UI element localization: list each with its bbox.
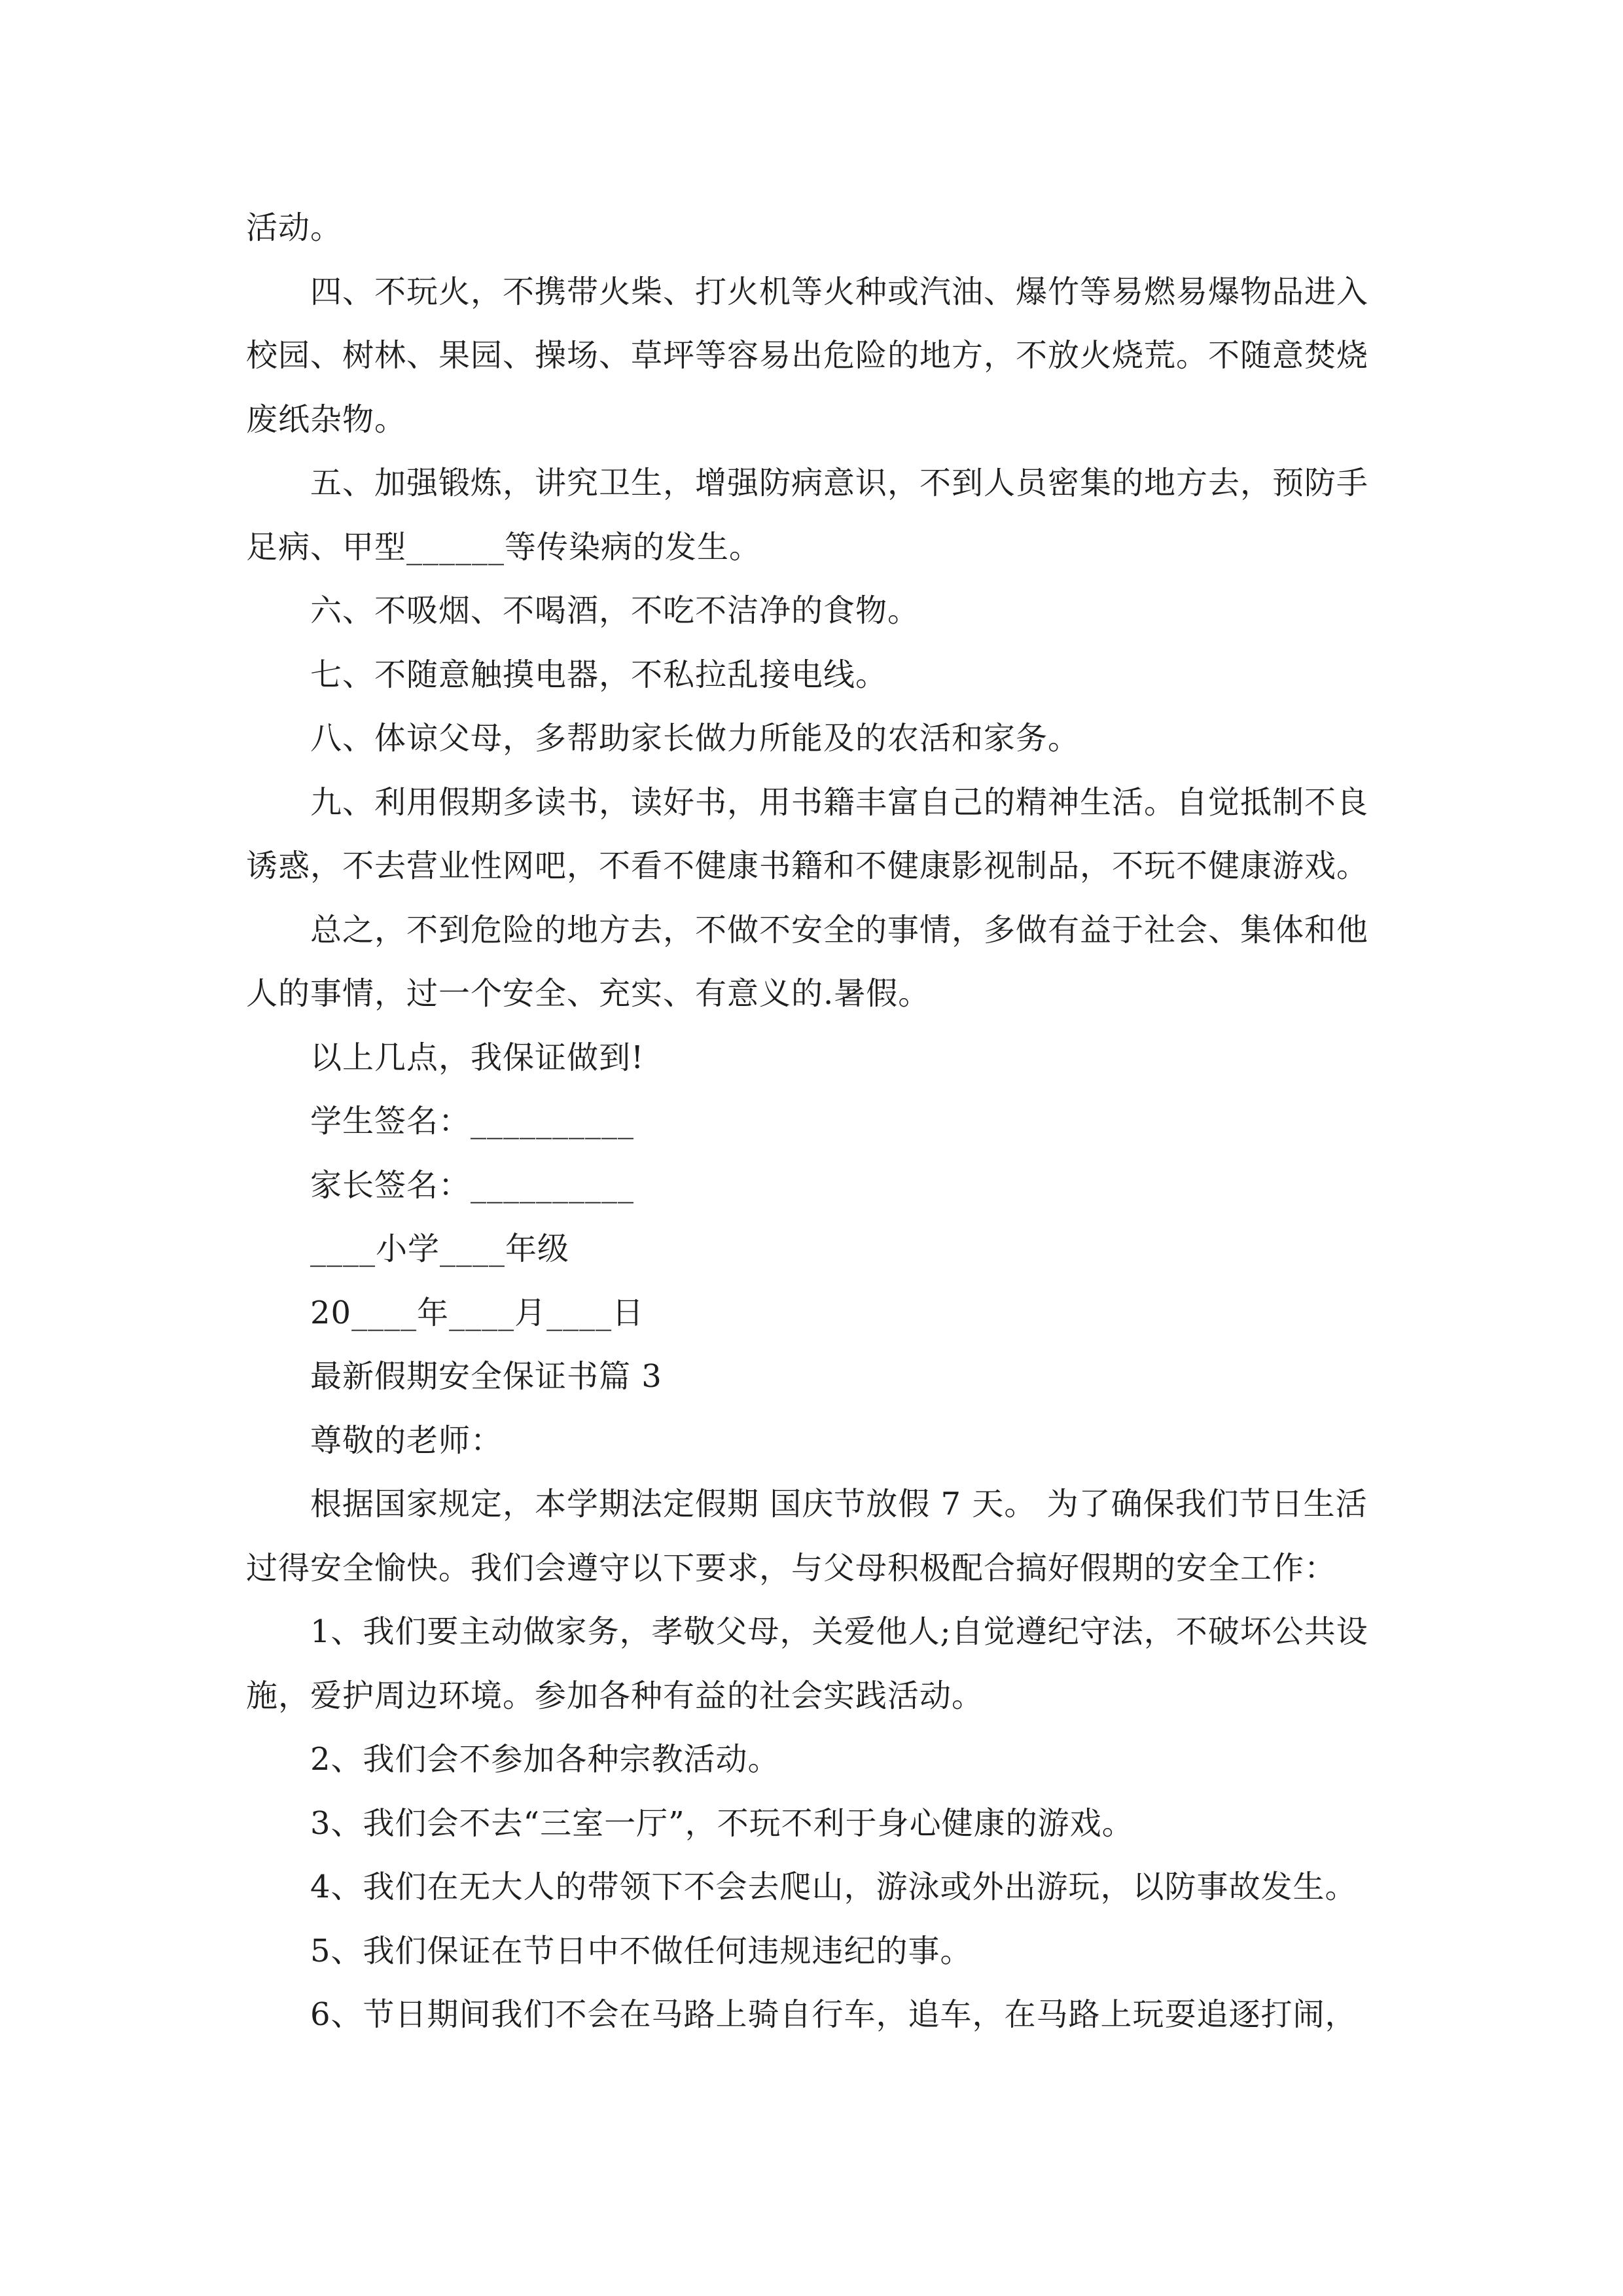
- text-line: 根据国家规定，本学期法定假期 国庆节放假 7 天。 为了确保我们节日生活: [310, 1486, 1368, 1522]
- text-line: 五、加强锻炼，讲究卫生，增强防病意识，不到人员密集的地方去，预防手: [310, 465, 1369, 501]
- text-line: 5、我们保证在节日中不做任何违规违纪的事。: [310, 1932, 972, 1969]
- text-line: 六、不吸烟、不喝酒，不吃不洁净的食物。: [310, 592, 920, 629]
- text-line: 诱惑，不去营业性网吧，不看不健康书籍和不健康影视制品，不玩不健康游戏。: [246, 848, 1369, 884]
- text-line: 2、我们会不参加各种宗教活动。: [310, 1741, 780, 1778]
- student-signature-line: 学生签名：__________: [310, 1103, 635, 1139]
- text-line: 足病、甲型______等传染病的发生。: [246, 528, 762, 565]
- text-line: 6、节日期间我们不会在马路上骑自行车，追车，在马路上玩耍追逐打闹，: [310, 1996, 1357, 2033]
- text-line: 七、不随意触摸电器，不私拉乱接电线。: [310, 656, 888, 693]
- text-line: 四、不玩火，不携带火柴、打火机等火种或汽油、爆竹等易燃易爆物品进入: [310, 273, 1369, 310]
- text-line: 4、我们在无大人的带领下不会去爬山，游泳或外出游玩，以防事故发生。: [310, 1869, 1357, 1905]
- pledge-line: 以上几点，我保证做到!: [310, 1039, 645, 1076]
- salutation: 尊敬的老师：: [310, 1422, 503, 1459]
- school-grade-line: ____小学____年级: [310, 1230, 570, 1267]
- text-line: 施，爱护周边环境。参加各种有益的社会实践活动。: [246, 1677, 984, 1714]
- section-title: 最新假期安全保证书篇 3: [310, 1358, 662, 1395]
- text-line: 活动。: [246, 209, 343, 246]
- document-body: [246, 196, 1385, 2047]
- text-line: 九、利用假期多读书，读好书，用书籍丰富自己的精神生活。自觉抵制不良: [310, 783, 1369, 821]
- text-line: 3、我们会不去“三室一厅”，不玩不利于身心健康的游戏。: [310, 1804, 1134, 1842]
- text-line: 1、我们要主动做家务，孝敬父母，关爱他人;自觉遵纪守法，不破坏公共设: [310, 1613, 1368, 1650]
- text-line: 总之，不到危险的地方去，不做不安全的事情，多做有益于社会、集体和他: [310, 911, 1369, 948]
- parent-signature-line: 家长签名：__________: [310, 1166, 635, 1204]
- text-line: 废纸杂物。: [246, 401, 407, 438]
- text-line: 八、体谅父母，多帮助家长做力所能及的农活和家务。: [310, 720, 1080, 757]
- date-line: 20____年____月____日: [310, 1294, 645, 1331]
- text-line: 校园、树林、果园、操场、草坪等容易出危险的地方，不放火烧荒。不随意焚烧: [246, 337, 1369, 374]
- text-line: 人的事情，过一个安全、充实、有意义的.暑假。: [246, 975, 931, 1012]
- text-line: 过得安全愉快。我们会遵守以下要求，与父母积极配合搞好假期的安全工作：: [246, 1549, 1337, 1587]
